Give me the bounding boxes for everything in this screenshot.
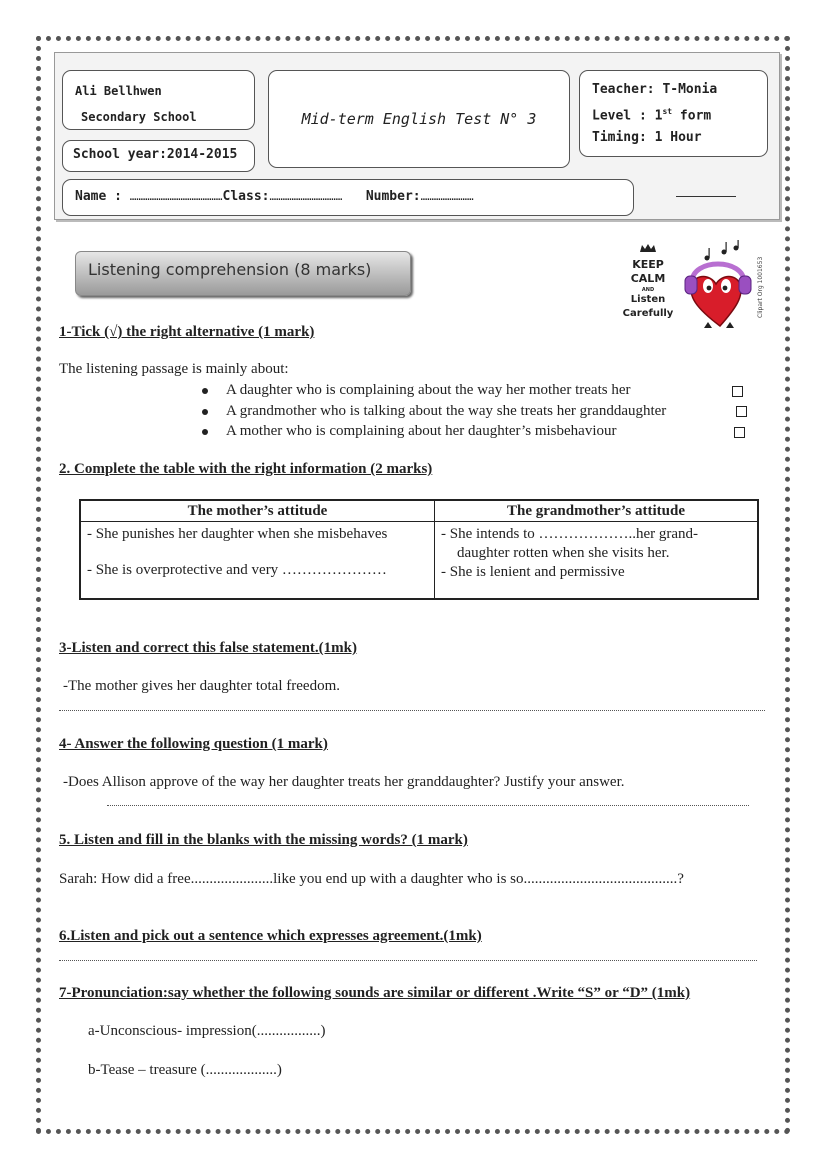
school-name: Ali Bellhwen xyxy=(75,84,162,98)
teacher-name: Teacher: T-Monia xyxy=(592,82,718,97)
mother-attitude-cell[interactable]: - She punishes her daughter when she misbehaves - She is overprotective and very ………………… xyxy=(80,522,435,600)
grandmother-attitude-cell[interactable]: - She intends to ………………..her grand- daughter rotten when she visits her. - She is lenient and permissive xyxy=(435,522,759,600)
q1-heading: 1-Tick (√) the right alternative (1 mark) xyxy=(59,324,315,340)
name-label: Name : xyxy=(75,189,122,204)
logo-calm: CALM xyxy=(630,272,666,285)
class-field[interactable]: …………………………… xyxy=(269,190,343,203)
q1-intro: The listening passage is mainly about: xyxy=(59,361,289,377)
music-notes-icon xyxy=(705,240,739,261)
class-label: Class: xyxy=(222,189,270,204)
crown-icon xyxy=(640,244,656,252)
q4-question: -Does Allison approve of the way her daughter treats her granddaughter? Justify your answer. xyxy=(63,774,625,790)
teacher-box xyxy=(579,70,768,157)
q7-heading: 7-Pronunciation:say whether the following sounds are similar or different .Write “S” or “D” (1mk) xyxy=(59,985,691,1001)
q1-checkbox-2[interactable] xyxy=(736,406,747,417)
q3-statement: -The mother gives her daughter total freedom. xyxy=(63,678,340,694)
q3-answer-line[interactable] xyxy=(59,710,765,711)
school-type: Secondary School xyxy=(81,110,197,124)
school-year: School year:2014-2015 xyxy=(62,140,255,172)
q5-text: Sarah: How did a free......................like you end up with a daughter who is so.........................................? xyxy=(59,871,684,887)
headphones-heart-icon xyxy=(685,264,751,328)
q2-heading: 2. Complete the table with the right information (2 marks) xyxy=(59,461,433,477)
q6-answer-line[interactable] xyxy=(59,960,757,961)
school-box xyxy=(62,70,255,130)
section-title: Listening comprehension (8 marks) xyxy=(75,251,411,296)
logo-keep: KEEP xyxy=(632,258,664,271)
q1-checkbox-3[interactable] xyxy=(734,427,745,438)
col-mother-header: The mother’s attitude xyxy=(80,500,435,522)
number-label: Number: xyxy=(365,189,421,204)
q4-heading: 4- Answer the following question (1 mark) xyxy=(59,736,328,752)
q4-answer-line[interactable] xyxy=(107,805,749,806)
keep-calm-listen-logo xyxy=(612,238,772,330)
timing: Timing: 1 Hour xyxy=(592,130,702,146)
logo-listen: Listen xyxy=(630,294,666,305)
logo-and: AND xyxy=(641,287,655,293)
name-field[interactable]: …………………………………… xyxy=(129,190,223,203)
q5-heading: 5. Listen and fill in the blanks with the missing words? (1 mark) xyxy=(59,832,468,848)
q7-item-b: b-Tease – treasure (...................) xyxy=(88,1062,282,1078)
logo-side-text: Clipart Org 1001653 xyxy=(757,256,764,318)
student-info-line[interactable] xyxy=(62,179,634,216)
col-grandmother-header: The grandmother’s attitude xyxy=(435,500,759,522)
q1-option-1: A daughter who is complaining about the way her mother treats her xyxy=(202,382,630,399)
q6-heading: 6.Listen and pick out a sentence which expresses agreement.(1mk) xyxy=(59,928,482,944)
q3-heading: 3-Listen and correct this false statement.(1mk) xyxy=(59,640,358,656)
level: Level : 1st form xyxy=(592,107,712,124)
q1-option-3: A mother who is complaining about her daughter’s misbehaviour xyxy=(202,423,616,440)
number-field[interactable]: …………………… xyxy=(420,190,474,203)
q1-checkbox-1[interactable] xyxy=(732,386,743,397)
test-title: Mid-term English Test N° 3 xyxy=(268,70,570,168)
q1-option-2: A grandmother who is talking about the way she treats her granddaughter xyxy=(202,403,666,420)
logo-carefully: Carefully xyxy=(622,308,674,319)
mark-line xyxy=(676,196,736,197)
attitude-table xyxy=(79,499,759,600)
q7-item-a: a-Unconscious- impression(.................) xyxy=(88,1023,326,1039)
